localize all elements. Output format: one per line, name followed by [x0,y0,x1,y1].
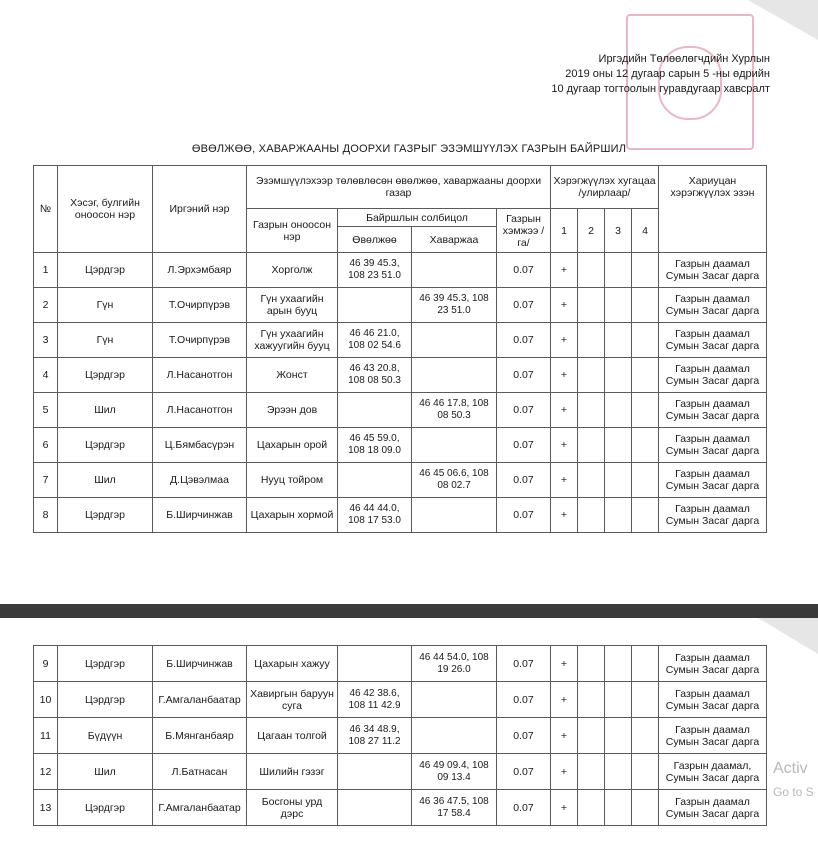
row-number: 7 [34,463,58,498]
row-q1: + [551,428,578,463]
row-citizen: Б.Ширчинжав [153,498,247,533]
row-q2 [578,428,605,463]
row-spring-coord [412,682,497,718]
row-place-name: Хорголж [247,253,338,288]
row-q1: + [551,288,578,323]
header-q1: 1 [551,209,578,253]
row-number: 1 [34,253,58,288]
row-place-name: Босгоны урд дэрс [247,790,338,826]
row-spring-coord: 46 45 06.6, 108 08 02.7 [412,463,497,498]
row-responsible [659,323,767,358]
row-place-name: Гүн ухаагийн арын бууц [247,288,338,323]
row-q4 [632,323,659,358]
row-area: 0.07 [497,253,551,288]
approval-note [551,52,770,97]
row-citizen: Д.Цэвэлмаа [153,463,247,498]
row-winter-coord [338,288,412,323]
row-number: 8 [34,498,58,533]
row-spring-coord [412,323,497,358]
row-spring-coord [412,428,497,463]
row-citizen: Б.Ширчинжав [153,646,247,682]
row-q4 [632,288,659,323]
row-q2 [578,754,605,790]
responsible-line-2: Сумын Засаг дарга [665,305,760,317]
row-number: 12 [34,754,58,790]
responsible-line-1: Газрын даамал [675,258,750,270]
row-spring-coord [412,253,497,288]
row-number: 10 [34,682,58,718]
responsible-line-1: Газрын даамал, [673,759,752,772]
row-section: Бүдүүн [58,718,153,754]
row-number: 5 [34,393,58,428]
row-q4 [632,428,659,463]
row-section: Шил [58,754,153,790]
row-responsible [659,463,767,498]
responsible-line-1: Газрын даамал [675,468,750,480]
row-number: 11 [34,718,58,754]
row-area: 0.07 [497,358,551,393]
row-winter-coord: 46 46 21.0, 108 02 54.6 [338,323,412,358]
approval-line-2: 2019 оны 12 дугаар сарын 5 -ны өдрийн [565,68,770,80]
responsible-line-2: Сумын Засаг дарга [665,340,760,352]
row-responsible [659,498,767,533]
row-number: 6 [34,428,58,463]
row-area: 0.07 [497,288,551,323]
header-area: Газрын хэмжээ /га/ [497,209,551,253]
row-responsible [659,428,767,463]
land-location-table-continued [33,645,767,826]
row-winter-coord [338,646,412,682]
table-row [34,682,767,718]
row-spring-coord: 46 39 45.3, 108 23 51.0 [412,288,497,323]
row-winter-coord: 46 43 20.8, 108 08 50.3 [338,358,412,393]
row-q4 [632,754,659,790]
header-no: № [34,166,58,253]
row-citizen: Т.Очирпүрэв [153,323,247,358]
row-spring-coord: 46 49 09.4, 108 09 13.4 [412,754,497,790]
table-row [34,288,767,323]
row-q1: + [551,393,578,428]
row-q2 [578,498,605,533]
row-q4 [632,463,659,498]
header-location: Байршлын солбицол [338,209,497,227]
table-row [34,393,767,428]
row-winter-coord: 46 42 38.6, 108 11 42.9 [338,682,412,718]
header-winter: Өвөлжөө [338,227,412,253]
row-q4 [632,646,659,682]
table-row [34,358,767,393]
row-number: 2 [34,288,58,323]
responsible-line-2: Сумын Засаг дарга [665,375,760,387]
row-q2 [578,288,605,323]
row-q1: + [551,682,578,718]
row-winter-coord: 46 44 44.0, 108 17 53.0 [338,498,412,533]
row-spring-coord: 46 36 47.5, 108 17 58.4 [412,790,497,826]
row-q3 [605,358,632,393]
row-q3 [605,682,632,718]
row-citizen: Л.Батнасан [153,754,247,790]
responsible-line-1: Газрын даамал [675,723,750,736]
row-q2 [578,646,605,682]
row-number: 3 [34,323,58,358]
row-citizen: Г.Амгаланбаатар [153,790,247,826]
row-citizen: Л.Насанотгон [153,358,247,393]
row-q1: + [551,358,578,393]
row-section: Шил [58,393,153,428]
responsible-line-2: Сумын Засаг дарга [665,445,760,457]
responsible-line-2: Сумын Засаг дарга [665,410,760,422]
row-winter-coord: 46 39 45.3, 108 23 51.0 [338,253,412,288]
row-q1: + [551,463,578,498]
row-winter-coord: 46 34 48.9, 108 27 11.2 [338,718,412,754]
row-responsible [659,253,767,288]
row-responsible [659,358,767,393]
approval-line-3: 10 дугаар тогтоолын гуравдугаар хавсралт [551,83,770,95]
row-place-name: Гүн ухаагийн хажуугийн бууц [247,323,338,358]
row-q1: + [551,754,578,790]
activation-watermark-sub: Go to S [773,785,814,799]
row-q1: + [551,253,578,288]
responsible-line-2: Сумын Засаг дарга [665,515,760,527]
row-number: 13 [34,790,58,826]
row-q3 [605,790,632,826]
row-q2 [578,323,605,358]
row-area: 0.07 [497,682,551,718]
responsible-line-1: Газрын даамал [675,687,750,700]
header-q2: 2 [578,209,605,253]
row-section: Цэрдгэр [58,790,153,826]
page-divider [0,604,818,618]
row-citizen: Л.Насанотгон [153,393,247,428]
row-spring-coord [412,498,497,533]
header-citizen: Иргэний нэр [153,166,247,253]
row-q3 [605,463,632,498]
row-area: 0.07 [497,463,551,498]
row-place-name: Нууц тойром [247,463,338,498]
row-place-name: Цахарын хажуу [247,646,338,682]
row-spring-coord [412,358,497,393]
responsible-line-2: Сумын Засаг дарга [665,480,760,492]
row-area: 0.07 [497,393,551,428]
responsible-line-2: Сумын Засаг дарга [665,807,760,820]
row-area: 0.07 [497,428,551,463]
document-title: ӨВӨЛЖӨӨ, ХАВАРЖААНЫ ДООРХИ ГАЗРЫГ ЭЗЭМШҮҮЛЭХ ГАЗРЫН БАЙРШИЛ [191,143,627,155]
row-q4 [632,393,659,428]
row-q2 [578,463,605,498]
responsible-line-1: Газрын даамал [675,328,750,340]
row-q4 [632,790,659,826]
row-q2 [578,253,605,288]
row-winter-coord [338,790,412,826]
page-corner-shadow [748,0,818,40]
row-section: Цэрдгэр [58,253,153,288]
row-q4 [632,682,659,718]
row-winter-coord [338,393,412,428]
row-section: Шил [58,463,153,498]
row-citizen: Л.Эрхэмбаяр [153,253,247,288]
header-q3: 3 [605,209,632,253]
row-section: Цэрдгэр [58,646,153,682]
row-responsible [659,754,767,790]
row-area: 0.07 [497,718,551,754]
row-q4 [632,253,659,288]
responsible-line-2: Сумын Засаг дарга [665,270,760,282]
row-citizen: Б.Мянганбаяр [153,718,247,754]
row-place-name: Жонст [247,358,338,393]
activation-watermark: Activ [773,760,808,777]
header-responsible: Хариуцан хэрэгжүүлэх эзэн [659,166,767,209]
row-place-name: Цахарын орой [247,428,338,463]
row-winter-coord [338,754,412,790]
row-area: 0.07 [497,754,551,790]
row-area: 0.07 [497,323,551,358]
row-place-name: Эрээн дов [247,393,338,428]
responsible-line-1: Газрын даамал [675,651,750,664]
row-responsible [659,790,767,826]
responsible-line-2: Сумын Засаг дарга [665,735,760,748]
row-q3 [605,754,632,790]
row-number: 9 [34,646,58,682]
row-place-name: Цагаан толгой [247,718,338,754]
row-q2 [578,358,605,393]
row-q1: + [551,718,578,754]
row-responsible [659,393,767,428]
row-q2 [578,682,605,718]
row-q4 [632,718,659,754]
table-row [34,754,767,790]
header-season: Хэрэгжүүлэх хугацаа /улирлаар/ [551,166,659,209]
table-row [34,428,767,463]
row-number: 4 [34,358,58,393]
row-q3 [605,646,632,682]
row-section: Гүн [58,288,153,323]
row-q3 [605,428,632,463]
row-responsible [659,646,767,682]
row-section: Цэрдгэр [58,498,153,533]
responsible-line-1: Газрын даамал [675,398,750,410]
row-spring-coord [412,718,497,754]
land-location-table [33,165,767,533]
table-row [34,790,767,826]
table-row [34,253,767,288]
row-section: Цэрдгэр [58,682,153,718]
row-section: Цэрдгэр [58,428,153,463]
row-q1: + [551,323,578,358]
row-area: 0.07 [497,790,551,826]
header-q4: 4 [632,209,659,253]
table-row [34,646,767,682]
row-q2 [578,790,605,826]
row-winter-coord: 46 45 59.0, 108 18 09.0 [338,428,412,463]
page-corner-shadow [758,618,818,654]
responsible-line-1: Газрын даамал [675,795,750,808]
row-area: 0.07 [497,646,551,682]
row-citizen: Т.Очирпүрэв [153,288,247,323]
row-responsible [659,288,767,323]
header-spring: Хаваржаа [412,227,497,253]
row-q3 [605,323,632,358]
row-q2 [578,393,605,428]
table-row [34,323,767,358]
responsible-line-1: Газрын даамал [675,433,750,445]
row-place-name: Цахарын хормой [247,498,338,533]
row-q4 [632,498,659,533]
approval-line-1: Иргэдийн Төлөөлөгчдийн Хурлын [598,53,770,65]
row-q3 [605,718,632,754]
row-q2 [578,718,605,754]
header-planned-land: Эзэмшүүлэхээр төлөвлөсөн өвөлжөө, хаваржааны доорхи газар [247,166,551,209]
responsible-line-2: Сумын Засаг дарга [665,699,760,712]
header-section: Хэсэг, булгийн оноосон нэр [58,166,153,253]
responsible-line-1: Газрын даамал [675,363,750,375]
row-q3 [605,393,632,428]
row-place-name: Хавиргын баруун суга [247,682,338,718]
responsible-line-2: Сумын Засаг дарга [665,771,760,784]
row-section: Гүн [58,323,153,358]
row-q3 [605,288,632,323]
responsible-line-1: Газрын даамал [675,503,750,515]
table-row [34,498,767,533]
row-q1: + [551,790,578,826]
row-q1: + [551,646,578,682]
row-spring-coord: 46 46 17.8, 108 08 50.3 [412,393,497,428]
row-responsible [659,718,767,754]
responsible-line-1: Газрын даамал [675,293,750,305]
row-q4 [632,358,659,393]
row-q3 [605,253,632,288]
table-row [34,718,767,754]
header-place-name: Газрын оноосон нэр [247,209,338,253]
table-row [34,463,767,498]
responsible-line-2: Сумын Засаг дарга [665,663,760,676]
row-place-name: Шилийн гэзэг [247,754,338,790]
row-citizen: Ц.Бямбасүрэн [153,428,247,463]
row-responsible [659,682,767,718]
row-section: Цэрдгэр [58,358,153,393]
row-q3 [605,498,632,533]
row-spring-coord: 46 44 54.0, 108 19 26.0 [412,646,497,682]
row-area: 0.07 [497,498,551,533]
row-winter-coord [338,463,412,498]
row-citizen: Г.Амгаланбаатар [153,682,247,718]
row-q1: + [551,498,578,533]
